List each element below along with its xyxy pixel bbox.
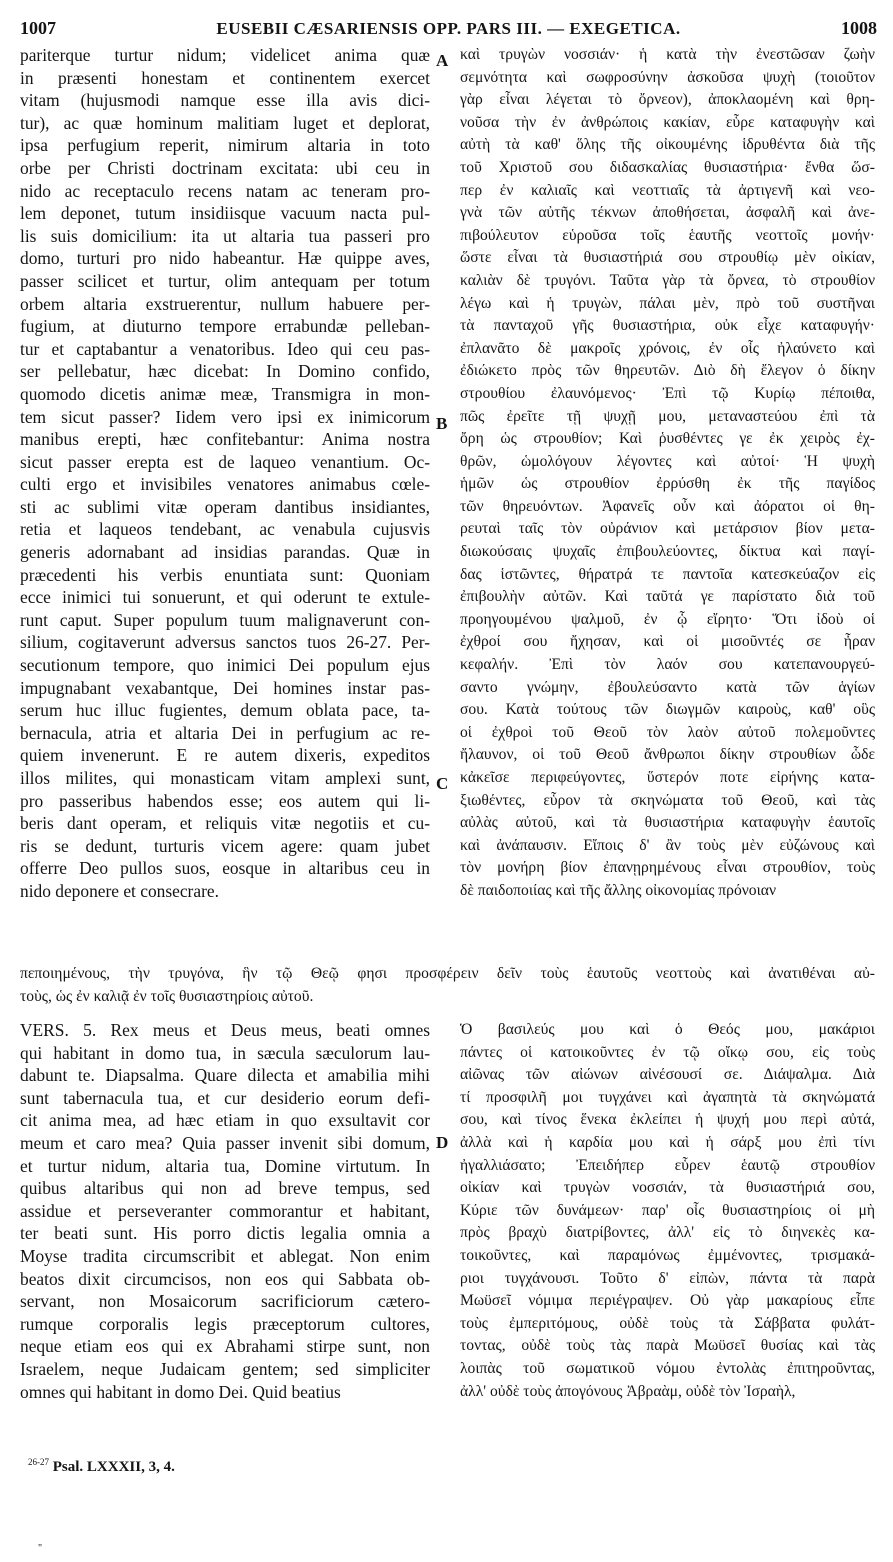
text-line: bernacula, atria et altaria Dei in perfugium ac re- <box>20 722 430 743</box>
text-line: dabunt te. Diapsalma. Quare dilecta et amabilia mihi <box>20 1065 430 1086</box>
text-line: secutionum tempore, quo inimici Dei populum ejus <box>20 655 430 676</box>
text-line: et turtur nidum, altaria tua, Domine virtutum. In <box>20 1155 430 1176</box>
text-line: Moyse tradita circumscribit et ablegat. Non enim <box>20 1245 430 1266</box>
text-line: καὶ τρυγὼν νοσσιάν· ἡ κατὰ τὴν ἐνεστῶσαν ζωὴν <box>460 46 875 63</box>
text-line: ἀλλ' οὐδὲ τοὺς ἀπογόνους Ἀβραὰμ, οὐδὲ τὸν Ἰσραὴλ, <box>460 1382 796 1400</box>
margin-marker-c: C <box>436 774 449 793</box>
text-line: runt caput. Super populum tuum malignaverunt con- <box>20 609 430 630</box>
text-line: τὰ πανταχοῦ γῆς θυσιαστήρια, οὐκ εἶχε καταφυγήν· <box>460 317 875 335</box>
text-line: ipsa perfugium reperit, nimirum altaria in toto <box>20 135 430 156</box>
text-line: καλιὰν δὲ τρυγόνι. Ταῦτα γὰρ τὰ ὄρνεα, τὸ στρουθίον <box>460 271 875 289</box>
footnote <box>28 1457 175 1476</box>
text-line: στρουθίου ἐλαυνόμενος· Ἐπὶ τῷ Κυρίῳ πέποιθα, <box>460 384 875 402</box>
greek-column-bottom <box>460 1019 875 1403</box>
text-line: quiem invenerunt. E re autem dixeris, expeditos <box>20 745 430 766</box>
text-line: ρευταὶ ταῖς τὸν οὐράνιον καὶ μετάρσιον βίον μετα- <box>460 520 875 538</box>
text-line: domo, turturi pro nido habeantur. Hæ quippe aves, <box>20 248 430 269</box>
text-line: præcedenti his verbis enuntiata sunt: Quoniam <box>20 564 430 585</box>
text-line: tur et captabantur a venatoribus. Ideo qui ceu pas- <box>20 338 430 359</box>
text-line: τί προσφιλῆ μοι τυγχάνει καὶ ἀγαπητὰ τὰ σκηνώματά <box>460 1088 875 1106</box>
greek-full-width-continuation <box>20 963 875 1008</box>
text-line: ἐπιβουλὴν αὐτῶν. Καὶ ταῦτά γε παρίστατο διὰ τοῦ <box>460 588 875 606</box>
text-line: pro passeribus habendos esse; eos autem qui li- <box>20 790 430 811</box>
text-line: lem deponet, tutum insidiisque vacuum nacta pul- <box>20 203 430 224</box>
latin-column-bottom <box>20 1019 430 1403</box>
text-line: tem sicut passer? Iidem vero ipsi ex inimicorum <box>20 406 430 427</box>
text-line: tur), ac quæ hominum malitiam luget et deplorat, <box>20 112 430 133</box>
text-line: σου. Κατὰ τούτους τῶν διωγμῶν καιροὺς, καθ' οὓς <box>460 701 875 719</box>
text-line: νοῦσα τὴν ἐν ἀνθρώποις κακίαν, εὗρε καταφυγὴν καὶ <box>460 113 875 131</box>
text-line: ἀλλὰ καὶ ἡ καρδία μου καὶ ἡ σάρξ μου ἐπὶ τίνι <box>460 1133 875 1151</box>
text-line: αὐτὴ τὰ καθ' ὅλης τῆς οἰκουμένης ἱδρυθέντα διὰ τῆς <box>460 136 875 154</box>
text-line: ριοι τυγχάνουσι. Τοῦτο δ' εἰπὼν, πάντα τὰ παρὰ <box>460 1269 875 1287</box>
text-line: orbe per Christi doctrinam excitata: ubi ceu in <box>20 157 430 178</box>
latin-column-top <box>20 44 430 903</box>
text-line: servant, non Mosaicorum sacrificiorum cætero- <box>20 1291 430 1312</box>
running-title: EUSEBII CÆSARIENSIS OPP. PARS III. — EXEGETICA. <box>216 19 681 38</box>
text-line: VERS. 5. Rex meus et Deus meus, beati omnes <box>20 1020 430 1040</box>
text-line: σαντο γνώμην, ἐβουλεύσαντο κατὰ τῶν ἁγίων <box>460 678 875 696</box>
text-line: lis suis domicilium: ita ut altaria tua passeri pro <box>20 225 430 246</box>
text-line: πιβούλευτον εὑροῦσα τοῖς ἑαυτῆς νεοττοῖς μονήν· <box>460 226 875 244</box>
text-line: γνὰ τῶν αὐτῆς τέκνων ἀποθήσεται, ἀσφαλῆ καὶ ἀνε- <box>460 204 875 222</box>
text-line: ἤλαυνον, οἱ τοῦ Θεοῦ ἄνθρωποι δίκην στρουθίων ὧδε <box>460 746 875 764</box>
text-line: ξιωθέντες, εὗρον τὰ σκηνώματα τοῦ Θεοῦ, καὶ τὰς <box>460 791 875 809</box>
text-line: θρῶν, ὡμολόγουν λέγοντες καὶ αὐτοί· Ἡ ψυχὴ <box>460 452 875 470</box>
text-line: τοικοῦντες, καὶ παραμόνως ἐμμένοντες, τρισμακά- <box>460 1246 875 1264</box>
text-line: λοιπὰς τοῦ σωματικοῦ νόμου ἐντολὰς ἐπιτηροῦντας, <box>460 1359 875 1377</box>
page-number-left: 1007 <box>20 18 56 38</box>
text-line: serum huc illuc fugientes, demum oblata pace, ta- <box>20 700 430 721</box>
text-line: ἐχθροί σου ἤχησαν, καὶ οἱ μισοῦντές σε ἦραν <box>460 633 875 651</box>
stray-print-mark: " <box>38 1543 43 1554</box>
text-line: δὲ παιδοποιίας καὶ τῆς ἄλλης οἰκονομίας πρόνοιαν <box>460 881 777 899</box>
text-line: beris dant operam, et reliquis vitæ negotiis et cu- <box>20 813 430 834</box>
text-line: ἐπλανᾶτο δὲ μακροῖς χρόνοις, ἐν οἷς ἠλαύνετο καὶ <box>460 339 875 357</box>
text-line: πεποιημένους, τὴν τρυγόνα, ἣν τῷ Θεῷ φησι προσφέρειν δεῖν τοὺς ἑαυτοῦς νεοττοὺς καὶ ἀνατιθέναι αὐ- <box>20 965 875 982</box>
text-line: κεφαλήν. Ἐπὶ τὸν λαόν σου κατεπανουργεύ- <box>460 656 875 674</box>
text-line: ter beati sunt. His porro dictis legalia omnia a <box>20 1223 430 1244</box>
text-line: qui habitant in domo tua, in sæcula sæculorum lau- <box>20 1042 430 1063</box>
text-line: orbem altaria exstruerentur, nullum habuere per- <box>20 293 430 314</box>
text-line: περ ἐν καλιαῖς καὶ νεοττιαῖς τὰ ἀρτιγενῆ καὶ νεο- <box>460 181 875 199</box>
text-line: nido deponere et consecrare. <box>20 880 219 901</box>
text-line: ἠγαλλιάσατο; Ἐπειδήπερ εὗρεν ἑαυτῷ στρουθίον <box>460 1156 875 1174</box>
margin-marker-a: A <box>436 51 449 70</box>
text-line: ὄρη ὡς στρουθίον; Καὶ ῥυσθέντες γε ἐκ χειρὸς ἐχ- <box>460 430 875 448</box>
text-line: πάντες οἱ κατοικοῦντες ἐν τῷ οἴκῳ σου, εἰς τοὺς <box>460 1043 875 1061</box>
text-line: ἡμῶν ὡς στρουθίον ἐρρύσθη ἐκ τῆς παγίδος <box>460 475 875 493</box>
text-line: λέγω καὶ ἡ τρυγὼν, πάλαι μὲν, πρὸ τοῦ συστῆναι <box>460 294 875 312</box>
text-line: meum et caro mea? Quia passer invenit sibi domum, <box>20 1132 430 1153</box>
text-line: τοντας, οὐδὲ τοὺς τὰς παρὰ Μωϋσεῖ θυσίας καὶ τὰς <box>460 1337 875 1355</box>
text-line: vitam (hujusmodi namque esse illa avis dici- <box>20 90 430 111</box>
text-line: ecce inimici tui sonuerunt, et qui oderunt te extule- <box>20 587 430 608</box>
text-line: τοῦ Χριστοῦ σου διδασκαλίας θυσιαστήρια· ἔνθα ὥσ- <box>460 158 875 176</box>
text-line: Μωϋσεῖ νόμιμα περιέγραψεν. Οὐ γὰρ μακαρίους εἶπε <box>460 1292 875 1310</box>
text-line: manibus erepti, hæc confitebantur: Anima nostra <box>20 429 430 450</box>
text-line: οἰκίαν καὶ τρυγὼν νοσσιάν, τὰ θυσιαστήριά σου, <box>460 1179 875 1197</box>
text-line: γὰρ εἶναι λέγεται τὸ ὄρνεον), ἀποκλαομένη καὶ θρη- <box>460 91 875 109</box>
text-line: σεμνότητα καὶ σωφροσύνην ἀσκοῦσα ψυχὴ (τοιοῦτον <box>460 68 875 86</box>
text-line: τῶν θηρευόντων. Ἀφανεῖς οὖν καὶ ἀόρατοι οἱ θη- <box>460 497 875 515</box>
margin-marker-b: B <box>436 414 448 433</box>
text-line: omnes qui habitant in domo Dei. Quid beatius <box>20 1381 341 1402</box>
text-line: προηγουμένου ψαλμοῦ, ἐν ᾧ εἴρητο· Ὅτι ἰδοὺ οἱ <box>460 610 875 628</box>
text-line: ris se dedunt, turturis vicem agere: quam jubet <box>20 835 430 856</box>
text-line: sti ac sublimi vitæ operam dantibus insidiantes, <box>20 496 430 517</box>
text-line: illos milites, qui monasticam vitam amplexi sunt, <box>20 768 430 788</box>
text-line: διωκούσαις ψυχαῖς ἐπιβουλεύοντες, δίκτυα καὶ παγί- <box>460 543 875 561</box>
text-line: καὶ ἀνάπαυσιν. Εἴποις δ' ἂν τοὺς μὲν εὐζώνους καὶ <box>460 836 875 854</box>
text-line: quibus altaribus qui non ad breve tempus, sed <box>20 1178 430 1199</box>
text-line: κἀκεῖσε περιφεύγοντες, ὕστερόν ποτε εἰρήνης κατα- <box>460 769 875 786</box>
text-line: neque etiam eos qui ex Abrahami stirpe sunt, non <box>20 1336 430 1357</box>
text-line: ser pellebatur, hæc dicebat: In Domino confido, <box>20 361 430 382</box>
footnote-reference: Psal. LXXXII, 3, 4. <box>52 1459 175 1475</box>
text-line: τοὺς ἐμπεριτόμους, οὐδὲ τοὺς τὰ Σάββατα φυλάτ- <box>460 1314 875 1332</box>
text-line: οἱ ἐχθροὶ τοῦ Θεοῦ τὸν λαὸν αὐτοῦ πολεμοῦντες <box>460 723 875 741</box>
text-line: cit anima mea, ad hæc etiam in quo exsultavit cor <box>20 1110 430 1131</box>
text-line: impugnabant vexabantque, Dei homines instar pas- <box>20 677 430 698</box>
text-line: assidue et perseveranter commorantur et habitant, <box>20 1200 430 1221</box>
text-line: ἐδιώκετο πρὸς τῶν θηρευτῶν. Διὸ δὴ ἔλεγον ὁ δίκην <box>460 362 875 380</box>
text-line: quomodo dicetis animæ meæ, Transmigra in mon- <box>20 383 430 404</box>
text-line: τοὺς, ὡς ἐν καλιᾷ ἐν τοῖς θυσιαστηρίοις αὐτοῦ. <box>20 987 314 1005</box>
text-line: sicut passer erepta est de laqueo venantium. Oc- <box>20 451 430 472</box>
text-line: πρὸς βραχὺ διατρίβοντες, ἀλλ' εἰς τὸ διηνεκὲς κα- <box>460 1224 875 1242</box>
text-line: in præsenti honestam et continentem exercet <box>20 67 430 88</box>
text-line: σου, καὶ τίνος ἕνεκα ἐκλείπει ἡ ψυχή μου περὶ αὐτά, <box>460 1111 875 1129</box>
text-line: αὐλὰς αὐτοῦ, καὶ τὰ θυσιαστήρια καταφυγὴν ἑαυτοῖς <box>460 814 875 832</box>
text-line: generis adornabant ad insidias parandas. Quæ in <box>20 542 430 563</box>
margin-marker-d: D <box>436 1133 449 1152</box>
text-line: δας ἱστῶντες, θήρατρά τε παντοῖα κατεσκεύαζον εἰς <box>460 565 875 583</box>
text-line: ὥστε εἶναι τὰ θυσιαστήριά σου στρουθίῳ μὲν οἰκίαν, <box>460 249 875 267</box>
text-line: αἰῶνας τῶν αἰώνων αἰνέσουσί σε. Διάψαλμα. Διὰ <box>460 1066 875 1084</box>
text-line: sunt tabernacula tua, et cur desiderio eorum defi- <box>20 1087 430 1108</box>
text-line: Κύριε τῶν δυνάμεων· παρ' οἷς θυσιαστηρίοις οἱ μὴ <box>460 1201 875 1219</box>
text-line: passer scilicet et turtur, olim antequam per totum <box>20 270 430 291</box>
text-line: fugium, at diuturno tempore errabundæ pelleban- <box>20 316 430 337</box>
text-line: pariterque turtur nidum; videlicet anima quæ <box>20 45 430 65</box>
text-line: πῶς ἐρεῖτε τῇ ψυχῇ μου, μεταναστεύου ἐπὶ τὰ <box>460 407 875 425</box>
text-line: retia et laqueos tendebant, ac venabula cujusvis <box>20 519 430 540</box>
running-header <box>20 18 877 42</box>
text-line: rumque corporalis legis præceptorum cultores, <box>20 1313 430 1334</box>
text-line: offerre Deo pullos suos, eosque in altaribus ceu in <box>20 858 430 879</box>
text-line: silium, cogitaverunt adversus sanctos tuos 26-27. Per- <box>20 632 430 653</box>
text-line: culti ergo et invisibiles venatores animabus cœle- <box>20 474 430 495</box>
text-line: nido ac receptaculo recens natam ac teneram pro- <box>20 180 430 201</box>
text-line: Ὁ βασιλεύς μου καὶ ὁ Θεός μου, μακάριοι <box>460 1021 875 1038</box>
text-line: τὸν μονήρη βίον ἐπανῃρημένους εἶναι στρουθίον, τοὺς <box>460 859 875 877</box>
text-line: Israelem, neque Judaicam gentem; sed simpliciter <box>20 1358 430 1379</box>
page-number-right: 1008 <box>841 18 877 38</box>
text-line: beatos dixit circumcisos, non eos qui Sabbata ob- <box>20 1268 430 1289</box>
greek-column-top <box>460 44 875 903</box>
footnote-marker: 26-27 <box>28 1457 49 1467</box>
